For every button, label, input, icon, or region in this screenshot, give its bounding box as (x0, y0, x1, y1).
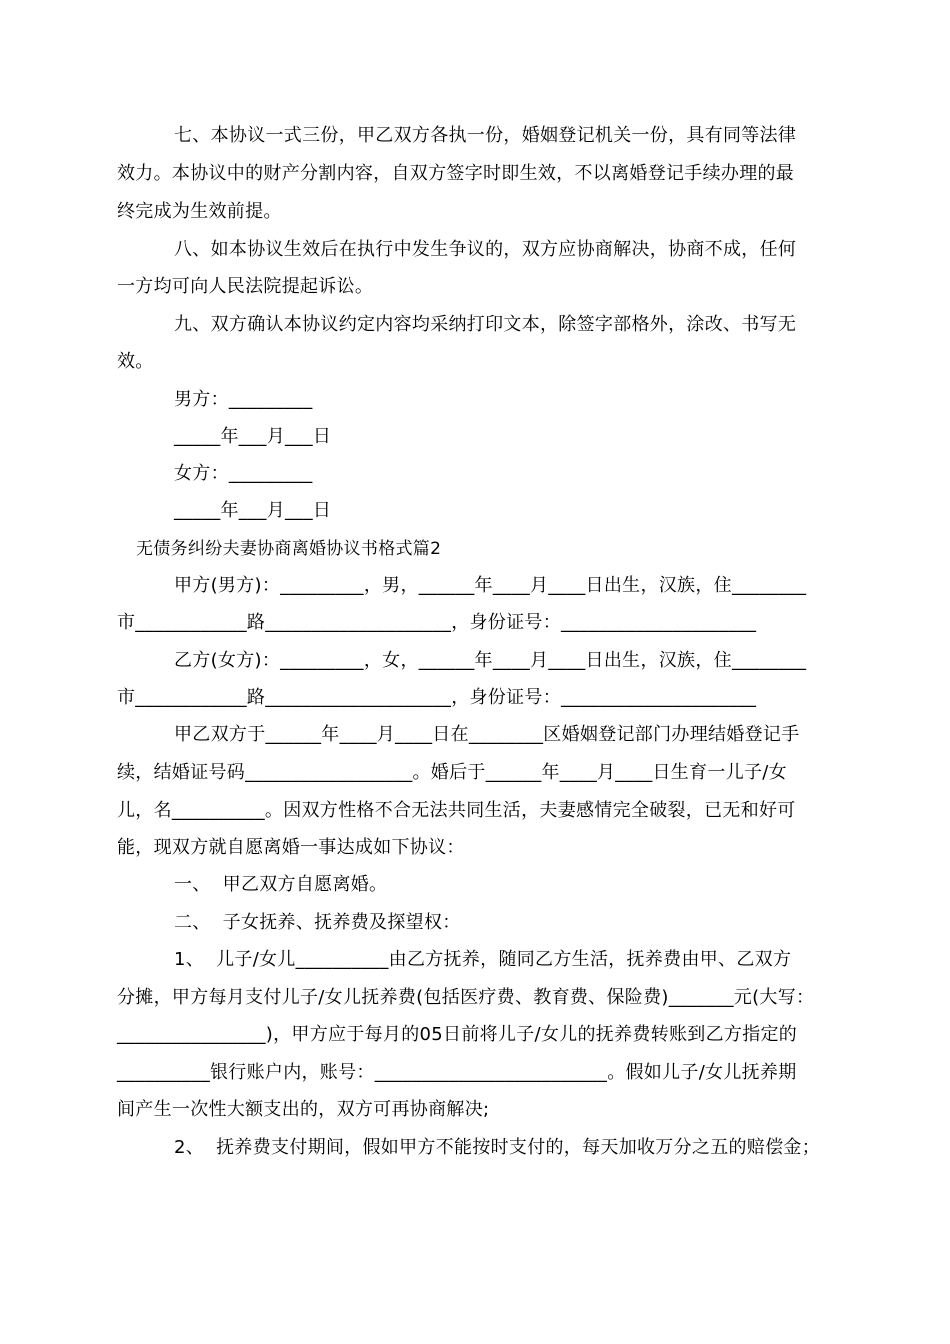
female-signature-line: 女方：_________ (174, 463, 313, 484)
marriage-paragraph-line-4: 能，现双方就自愿离婚一事达成如下协议： (117, 837, 465, 858)
agreement-item-2: 二、 子女抚养、抚养费及探望权： (174, 912, 461, 933)
agreement-item-1: 一、 甲乙双方自愿离婚。 (174, 874, 388, 895)
clause-7-line-1: 七、本协议一式三份，甲乙双方各执一份，婚姻登记机关一份，具有同等法律 (174, 125, 797, 146)
party-b-line-1: 乙方(女方)：_________，女，______年____月____日出生，汉族，住________ (174, 650, 807, 671)
clause-7-line-2: 效力。本协议中的财产分割内容，自双方签字时即生效，不以离婚登记手续办理的最 (117, 163, 795, 184)
custody-clause-1-line-4: __________银行账户内，账号：_________________________。假如儿子/女儿抚养期 (117, 1062, 797, 1083)
clause-7-line-3: 终完成为生效前提。 (117, 201, 282, 222)
male-signature-line: 男方：_________ (174, 389, 313, 410)
party-b-line-2: 市____________路____________________，身份证号：_____________________ (117, 687, 757, 708)
section-title: 无债务纠纷夫妻协商离婚协议书格式篇2 (136, 539, 442, 559)
marriage-paragraph-line-3: 儿，名__________。因双方性格不合无法共同生活，夫妻感情完全破裂，已无和好可 (117, 800, 796, 821)
clause-9-line-2: 效。 (117, 351, 154, 372)
clause-8-line-2: 一方均可向人民法院提起诉讼。 (117, 276, 374, 297)
male-date-line: _____年___月___日 (174, 426, 332, 447)
marriage-paragraph-line-2: 续，结婚证号码__________________。婚后于______年____月____日生育一儿子/女 (117, 762, 787, 783)
custody-clause-1-line-1: 1、 儿子/女儿__________由乙方抚养，随同乙方生活，抚养费由甲、乙双方 (174, 949, 792, 970)
clause-8-line-1: 八、如本协议生效后在执行中发生争议的，双方应协商解决，协商不成，任何 (174, 239, 797, 260)
clause-9-line-1: 九、双方确认本协议约定内容均采纳打印文本，除签字部格外，涂改、书写无 (174, 314, 797, 335)
custody-clause-1-line-2: 分摊，甲方每月支付儿子/女儿抚养费(包括医疗费、教育费、保险费)_______元(大写： (117, 987, 815, 1008)
custody-clause-2-line-1: 2、 抚养费支付期间，假如甲方不能按时支付的，每天加收万分之五的赔偿金； (174, 1137, 820, 1158)
custody-clause-1-line-5: 间产生一次性大额支出的，双方可再协商解决; (117, 1099, 490, 1120)
party-a-line-2: 市____________路____________________，身份证号：_____________________ (117, 612, 757, 633)
female-date-line: _____年___月___日 (174, 500, 332, 521)
party-a-line-1: 甲方(男方)：_________，男，______年____月____日出生，汉族，住________ (174, 575, 807, 596)
marriage-paragraph-line-1: 甲乙双方于______年____月____日在________区婚姻登记部门办理结婚登记手 (174, 724, 800, 745)
custody-clause-1-line-3: ________________)，甲方应于每月的05日前将儿子/女儿的抚养费转账到乙方指定的 (117, 1024, 798, 1045)
